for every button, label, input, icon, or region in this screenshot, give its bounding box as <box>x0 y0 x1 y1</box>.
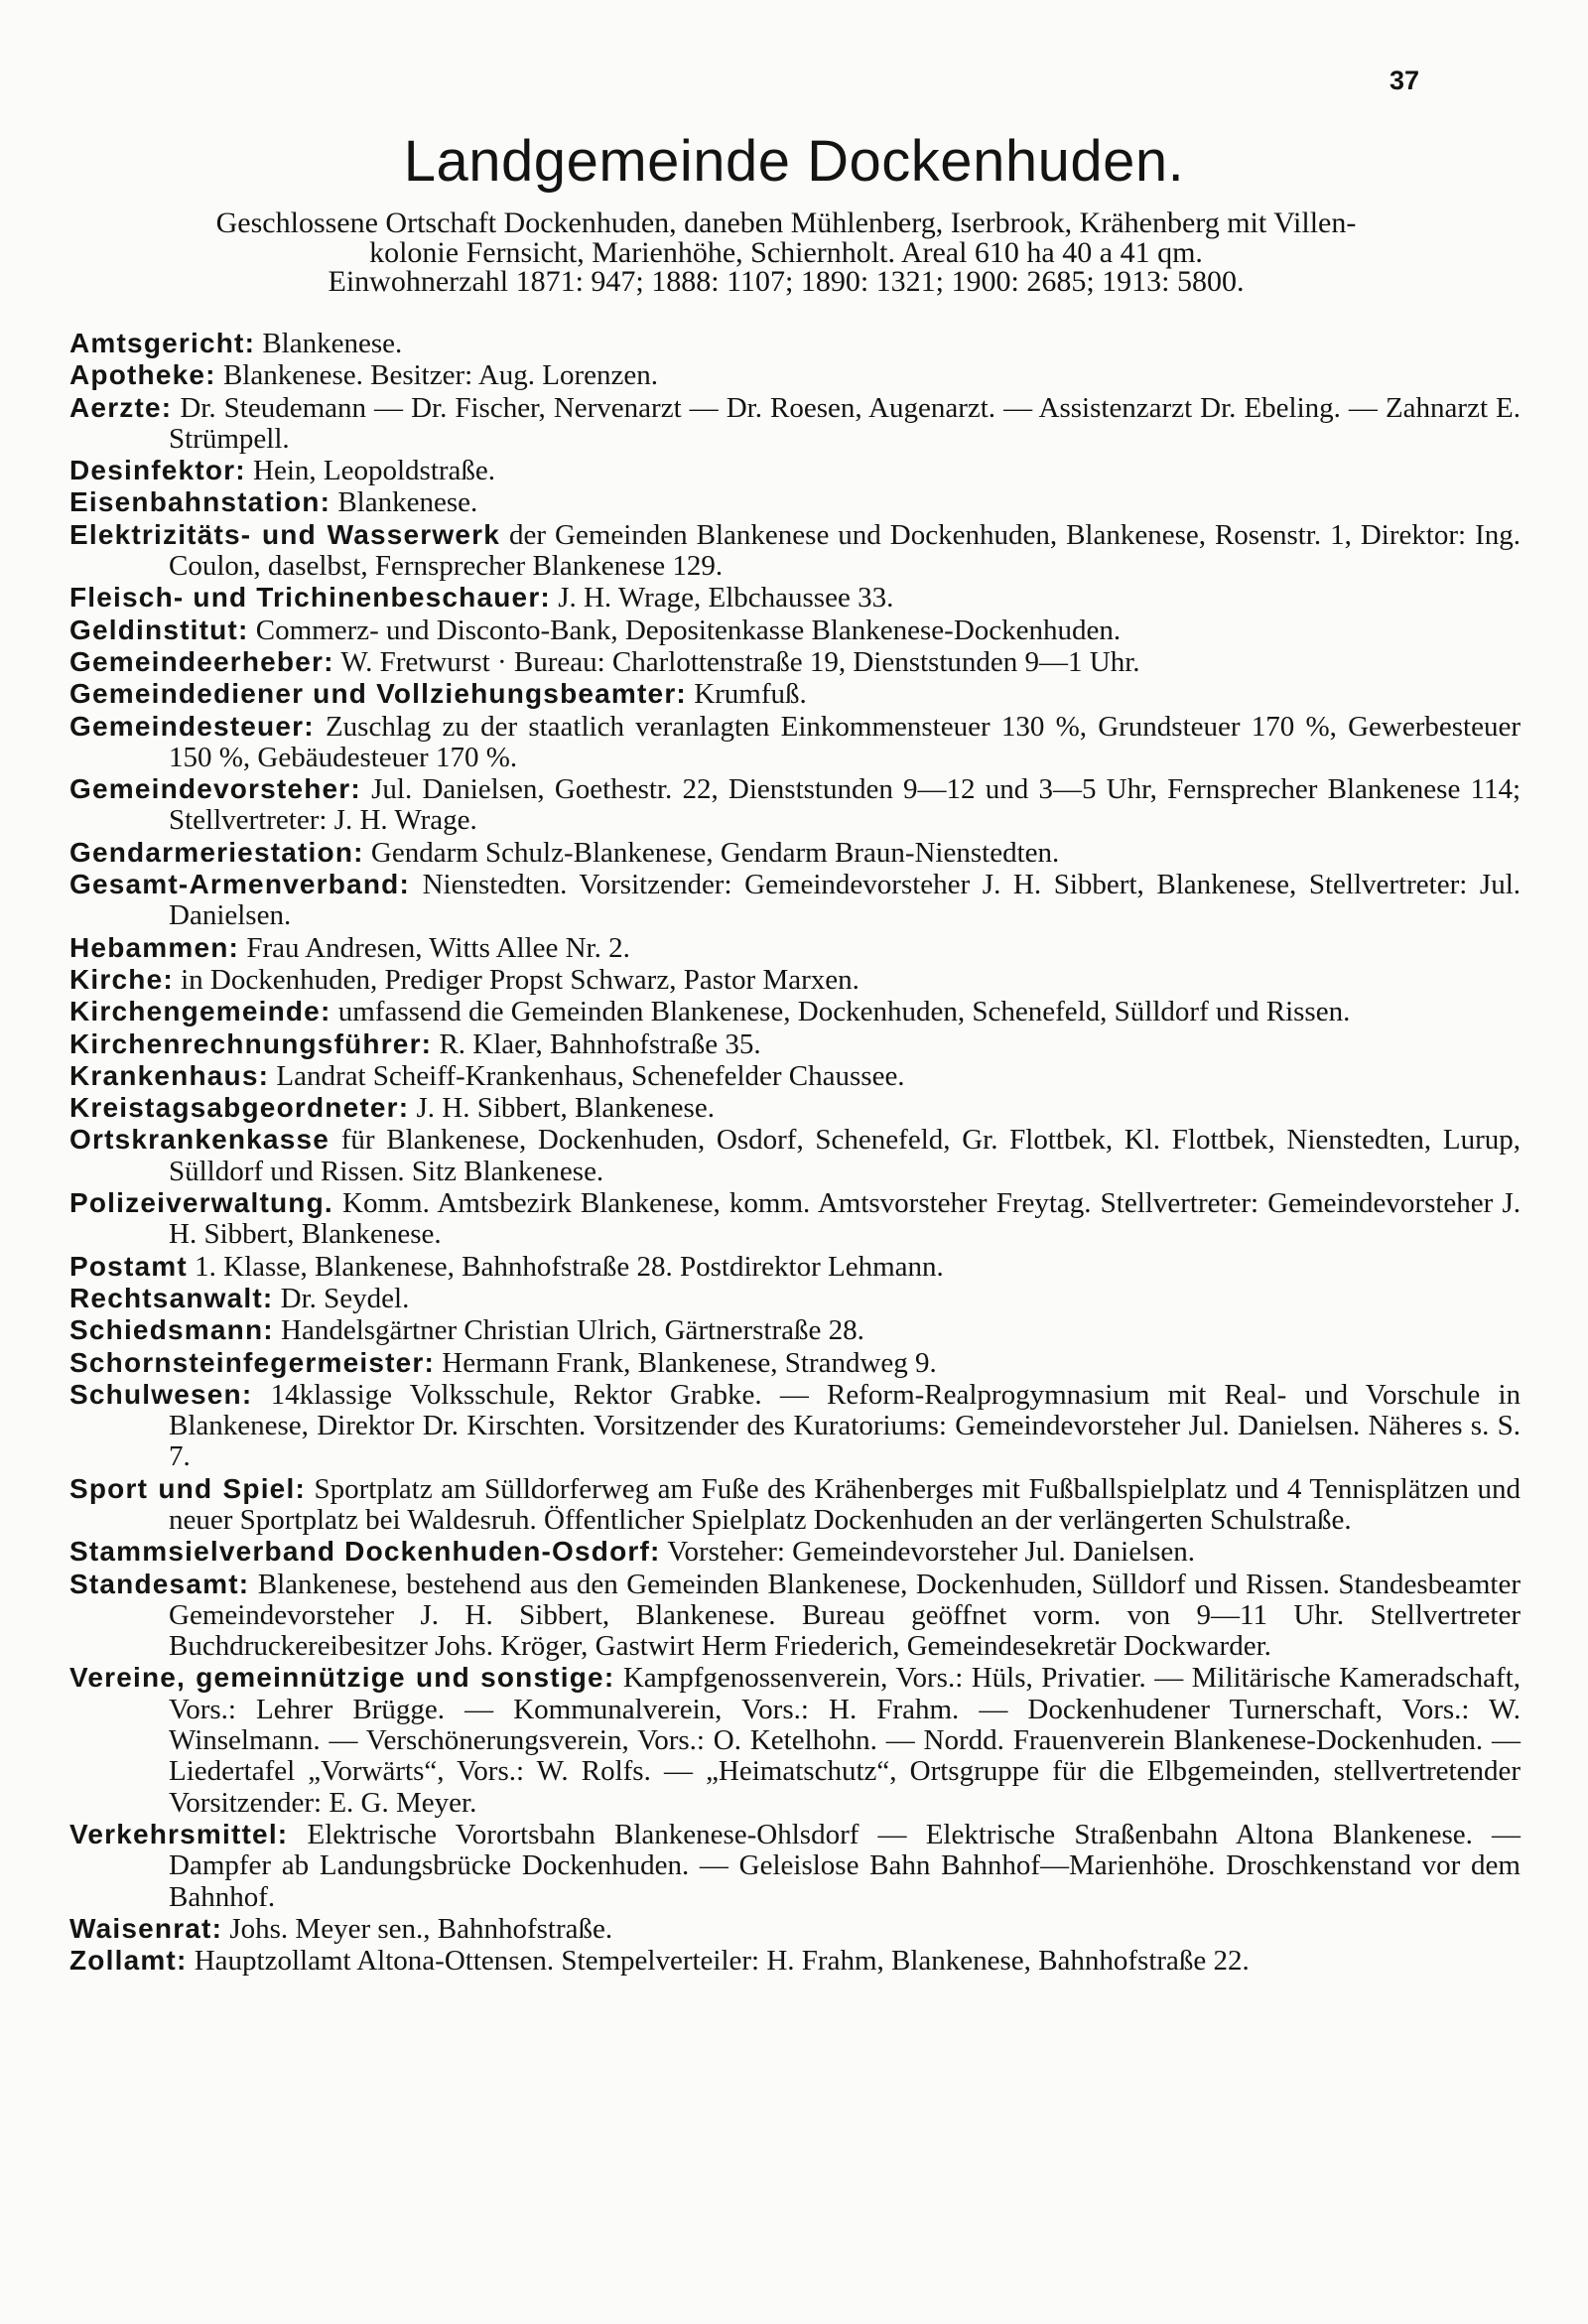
entry-kirchenrechnungsfuehrer <box>69 1028 1521 1060</box>
entry-text: Frau Andresen, Witts Allee Nr. 2. <box>246 931 630 964</box>
intro-line: Einwohnerzahl 1871: 947; 1888: 1107; 1890: 1321; 1900: 2685; 1913: 5800. <box>328 265 1245 298</box>
entry-label: Polizeiverwaltung. <box>69 1187 333 1219</box>
entry-text: Handelsgärtner Christian Ulrich, Gärtnerstraße 28. <box>281 1314 864 1347</box>
entry-label: Gesamt-Armenverband: <box>69 869 410 900</box>
entry-label: Gemeindevorsteher: <box>69 773 361 805</box>
entry-label: Kirchengemeinde: <box>69 996 331 1027</box>
entry-label: Hebammen: <box>69 931 240 963</box>
entry-text: W. Fretwurst · Bureau: Charlottenstraße 19, Dienststunden 9—1 Uhr. <box>340 645 1140 678</box>
entry-label: Gemeindeerheber: <box>69 645 334 677</box>
entry-text: Nienstedten. Vorsitzender: Gemeindevorsteher J. H. Sibbert, Blankenese, Stellvertreter: Jul. Danielsen. <box>169 869 1521 932</box>
entry-gemeindevorsteher <box>69 773 1521 837</box>
entry-eisenbahnstation <box>69 486 1521 518</box>
entry-label: Vereine, gemeinnützige und sonstige: <box>69 1662 615 1694</box>
entry-text: Gendarm Schulz-Blankenese, Gendarm Braun-Nienstedten. <box>370 836 1060 869</box>
entry-label: Stammsielverband Dockenhuden-Osdorf: <box>69 1536 661 1568</box>
entry-text: Hauptzollamt Altona-Ottensen. Stempelverteiler: H. Frahm, Blankenese, Bahnhofstraße 22. <box>194 1945 1250 1978</box>
entry-elektrizitaetswerk <box>69 519 1521 583</box>
entry-label: Aerzte: <box>69 391 173 423</box>
entry-verkehrsmittel <box>69 1819 1521 1913</box>
entry-standesamt <box>69 1569 1521 1663</box>
entry-text: J. H. Wrage, Elbchaussee 33. <box>558 582 894 615</box>
entry-label: Verkehrsmittel: <box>69 1818 289 1849</box>
entry-armenverband <box>69 869 1521 932</box>
entry-label: Waisenrat: <box>69 1912 223 1944</box>
entry-label: Schulwesen: <box>69 1378 253 1410</box>
entry-text: Hermann Frank, Blankenese, Strandweg 9. <box>442 1346 937 1379</box>
entry-text: Komm. Amtsbezirk Blankenese, komm. Amtsvorsteher Freytag. Stellvertreter: Gemeindevorsteher J. H. Sibbert, Blankenese. <box>169 1187 1522 1251</box>
entry-text: Commerz- und Disconto-Bank, Depositenkasse Blankenese-Dockenhuden. <box>255 614 1122 646</box>
entry-label: Schiedsmann: <box>69 1314 274 1346</box>
entry-sport-und-spiel <box>69 1473 1521 1537</box>
directory-entries <box>69 328 1521 1977</box>
entry-text: Landrat Scheiff-Krankenhaus, Schenefelder Chaussee. <box>276 1059 905 1092</box>
entry-apotheke <box>69 359 1521 391</box>
entry-krankenhaus <box>69 1060 1521 1092</box>
entry-aerzte <box>69 392 1521 456</box>
entry-gendarmeriestation <box>69 837 1521 869</box>
entry-schulwesen <box>69 1379 1521 1473</box>
entry-label: Gendarmeriestation: <box>69 836 364 868</box>
entry-ortskrankenkasse <box>69 1124 1521 1187</box>
entry-text: J. H. Sibbert, Blankenese. <box>416 1092 715 1125</box>
page-number: 37 <box>1390 66 1420 95</box>
entry-text: für Blankenese, Dockenhuden, Osdorf, Schenefeld, Gr. Flottbek, Kl. Flottbek, Nienstedten, Lurup, Sülldorf und Rissen. Sitz Blankenese. <box>169 1124 1521 1187</box>
entry-text: 1. Klasse, Blankenese, Bahnhofstraße 28. Postdirektor Lehmann. <box>195 1250 944 1283</box>
entry-text: Krumfuß. <box>694 678 807 711</box>
entry-schiedsmann <box>69 1314 1521 1346</box>
entry-text: umfassend die Gemeinden Blankenese, Dockenhuden, Schenefeld, Sülldorf und Rissen. <box>337 996 1351 1028</box>
entry-label: Ortskrankenkasse <box>69 1124 331 1156</box>
entry-text: Hein, Leopoldstraße. <box>253 455 496 487</box>
entry-label: Kreistagsabgeordneter: <box>69 1092 410 1124</box>
entry-hebammen <box>69 932 1521 964</box>
intro-paragraph <box>62 208 1511 297</box>
entry-text: Elektrische Vorortsbahn Blankenese-Ohlsdorf — Elektrische Straßenbahn Altona Blankenese. — Dampfer ab Landungsbrücke Dockenhuden. — Geleislose Bahn Bahnhof—Marienhöhe. Droschkenstand vor dem Bahnhof. <box>169 1818 1522 1913</box>
entry-label: Kirche: <box>69 963 174 995</box>
entry-text: in Dockenhuden, Prediger Propst Schwarz, Pastor Marxen. <box>181 963 860 996</box>
entry-label: Desinfektor: <box>69 455 246 486</box>
entry-vereine <box>69 1662 1521 1818</box>
entry-kreistagsabgeordneter <box>69 1092 1521 1124</box>
entry-text: Blankenese, bestehend aus den Gemeinden Blankenese, Dockenhuden, Sülldorf und Rissen. Standesbeamter Gemeindevorsteher J. H. Sibbert, Blankenese. Bureau geöffnet vorm. von 9—11 Uhr. Stellvertreter Buchdruckereibesitzer Johs. Kröger, Gastwirt Herm Friederich, Gemeindesekretär Dockwarder. <box>169 1568 1522 1663</box>
entry-label: Kirchenrechnungsführer: <box>69 1027 433 1059</box>
entry-postamt <box>69 1251 1521 1283</box>
entry-polizeiverwaltung <box>69 1187 1521 1251</box>
entry-label: Fleisch- und Trichinenbeschauer: <box>69 582 551 614</box>
entry-gemeindeerheber <box>69 646 1521 678</box>
entry-label: Standesamt: <box>69 1568 250 1599</box>
entry-label: Schornsteinfegermeister: <box>69 1346 436 1378</box>
entry-text: Zuschlag zu der staatlich veranlagten Einkommensteuer 130 %, Grundsteuer 170 %, Gewerbesteuer 150 %, Gebäudesteuer 170 %. <box>169 710 1521 773</box>
intro-line: kolonie Fernsicht, Marienhöhe, Schiernholt. Areal 610 ha 40 a 41 qm. <box>369 235 1203 269</box>
entry-gemeindesteuer <box>69 711 1521 774</box>
entry-geldinstitut <box>69 615 1521 646</box>
entry-label: Sport und Spiel: <box>69 1472 306 1504</box>
entry-label: Apotheke: <box>69 359 216 391</box>
entry-schornsteinfegermeister <box>69 1347 1521 1379</box>
entry-text: Sportplatz am Sülldorferweg am Fuße des Krähenberges mit Fußballspielplatz und 4 Tennisplätzen und neuer Sportplatz bei Waldesruh. Öffentlicher Spielplatz Dockenhuden an der verlängerten Schulstraße. <box>169 1472 1521 1536</box>
entry-text: 14klassige Volksschule, Rektor Grabke. — Reform-Realprogymnasium mit Real- und Vorschule in Blankenese, Direktor Dr. Kirschten. Vorsitzender des Kuratoriums: Gemeindevorsteher Jul. Danielsen. Näheres s. S. 7. <box>169 1378 1522 1473</box>
entry-text: Blankenese. <box>262 328 403 359</box>
entry-text: Jul. Danielsen, Goethestr. 22, Dienststunden 9—12 und 3—5 Uhr, Fernsprecher Blankenese 114; Stellvertreter: J. H. Wrage. <box>169 773 1522 837</box>
entry-text: Dr. Seydel. <box>280 1282 410 1314</box>
entry-label: Gemeindesteuer: <box>69 710 315 742</box>
entry-text: der Gemeinden Blankenese und Dockenhuden, Blankenese, Rosenstr. 1, Direktor: Ing. Coulon, daselbst, Fernsprecher Blankenese 129. <box>169 518 1521 583</box>
entry-amtsgericht <box>69 328 1521 359</box>
intro-line: Geschlossene Ortschaft Dockenhuden, daneben Mühlenberg, Iserbrook, Krähenberg mit Villen- <box>215 206 1357 239</box>
entry-stammsielverband <box>69 1536 1521 1568</box>
entry-kirchengemeinde <box>69 996 1521 1027</box>
entry-label: Zollamt: <box>69 1945 188 1977</box>
entry-label: Amtsgericht: <box>69 328 256 358</box>
entry-label: Elektrizitäts- und Wasserwerk <box>69 518 501 550</box>
entry-label: Postamt <box>69 1250 188 1282</box>
page-title: Landgemeinde Dockenhuden. <box>403 129 1185 194</box>
entry-label: Rechtsanwalt: <box>69 1282 274 1313</box>
entry-waisenrat <box>69 1913 1521 1945</box>
entry-text: Vorsteher: Gemeindevorsteher Jul. Danielsen. <box>667 1536 1196 1569</box>
entry-text: R. Klaer, Bahnhofstraße 35. <box>439 1027 761 1060</box>
entry-text: Blankenese. <box>337 486 478 519</box>
entry-label: Gemeindediener und Vollziehungsbeamter: <box>69 678 687 710</box>
entry-text: Dr. Steudemann — Dr. Fischer, Nervenarzt — Dr. Roesen, Augenarzt. — Assistenzarzt Dr. Ebeling. — Zahnarzt E. Strümpell. <box>169 391 1522 455</box>
entry-kirche <box>69 964 1521 996</box>
entry-desinfektor <box>69 455 1521 486</box>
entry-label: Krankenhaus: <box>69 1059 270 1091</box>
entry-fleischbeschauer <box>69 582 1521 614</box>
entry-text: Blankenese. Besitzer: Aug. Lorenzen. <box>222 359 659 392</box>
entry-rechtsanwalt <box>69 1283 1521 1314</box>
entry-label: Eisenbahnstation: <box>69 486 331 518</box>
entry-gemeindediener <box>69 678 1521 710</box>
entry-label: Geldinstitut: <box>69 614 249 645</box>
entry-text: Kampfgenossenverein, Vors.: Hüls, Privatier. — Militärische Kameradschaft, Vors.: Lehrer Brügge. — Kommunalverein, Vors.: H. Frahm. — Dockenhudener Turnerschaft, Vors.: W. Winselmann. — Verschönerungsverein, Vors.: O. Ketelhohn. — Nordd. Frauenverein Blankenese-Dockenhuden. — Liedertafel „Vorwärts“, Vors.: W. Rolfs. — „Heimatschutz“, Ortsgruppe für die Elbgemeinden, stellvertretender Vorsitzender: E. G. Meyer. <box>169 1662 1522 1819</box>
entry-zollamt <box>69 1945 1521 1977</box>
entry-text: Johs. Meyer sen., Bahnhofstraße. <box>229 1912 613 1945</box>
